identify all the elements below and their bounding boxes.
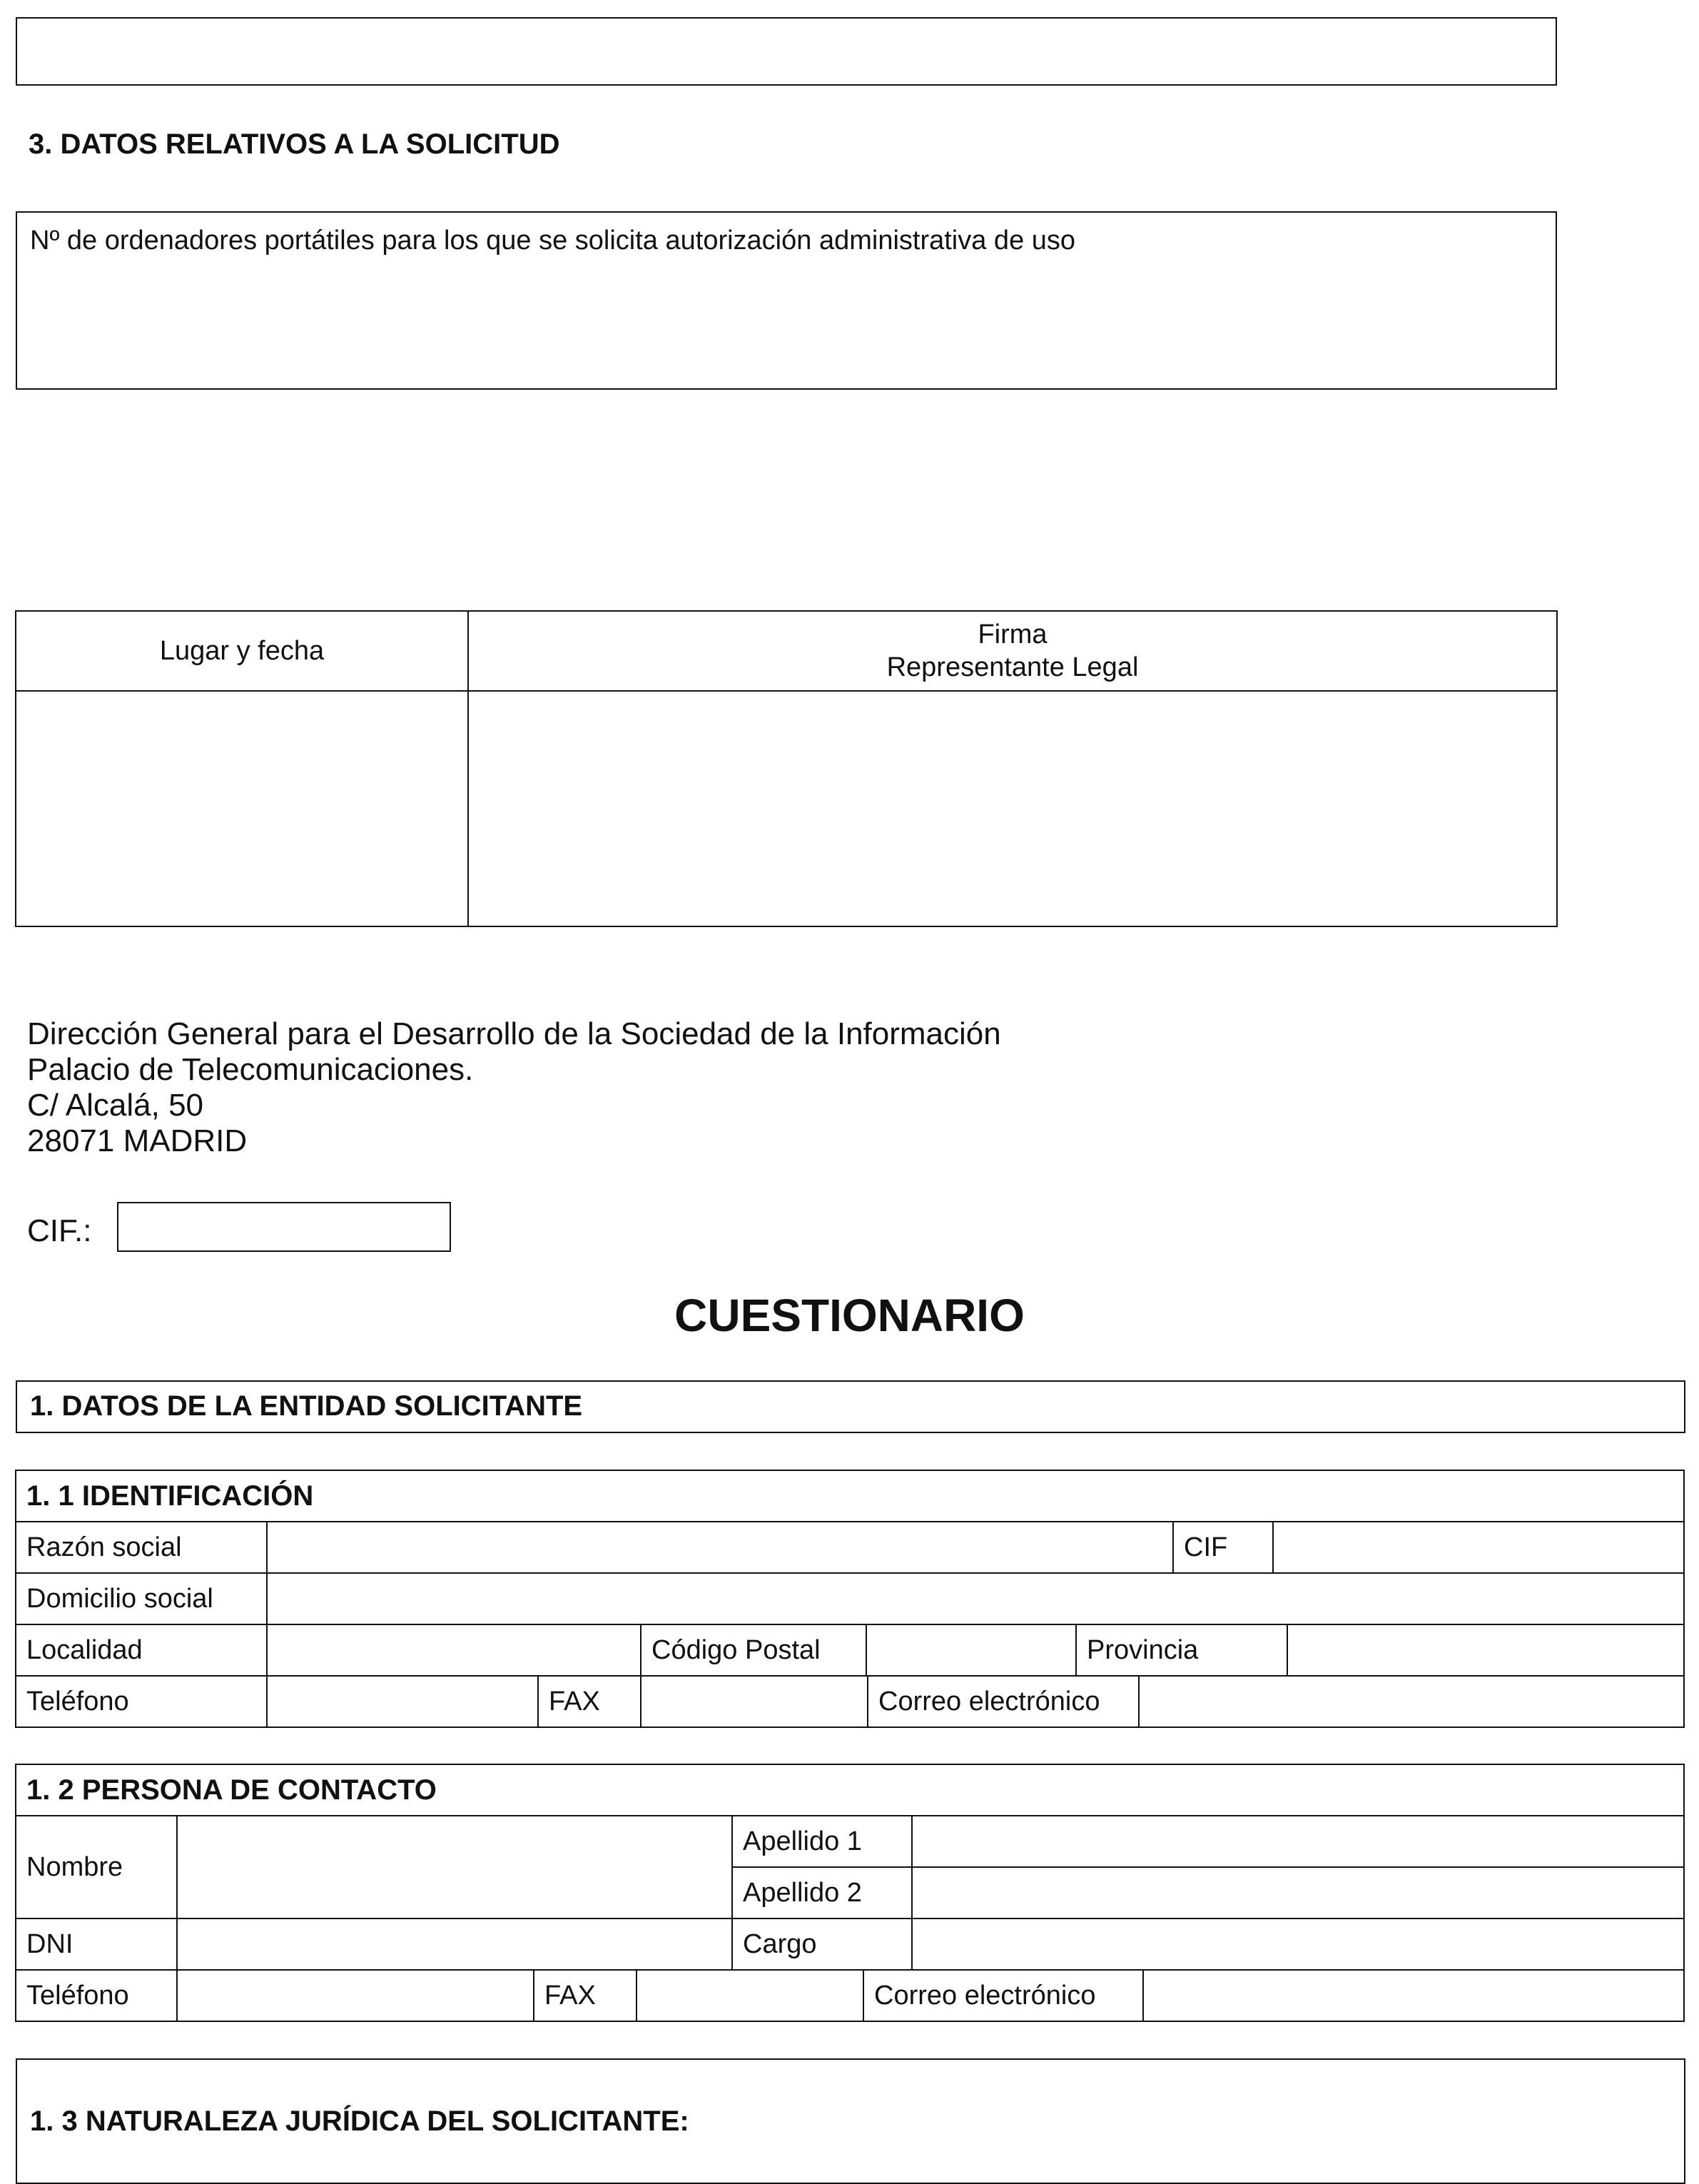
provincia-label: Provincia [1075, 1624, 1288, 1677]
signature-label-firma: Firma [978, 620, 1048, 649]
contact-fax-field[interactable] [636, 1969, 864, 2022]
cif-label: CIF.: [27, 1213, 92, 1248]
apellido2-field[interactable] [911, 1866, 1685, 1919]
identification-title: 1. 1 IDENTIFICACIÓN [15, 1470, 1685, 1522]
nombre-field[interactable] [176, 1815, 733, 1919]
telefono-field[interactable] [266, 1675, 539, 1728]
domicilio-field[interactable] [266, 1572, 1685, 1625]
request-box[interactable] [16, 211, 1557, 390]
contact-correo-field[interactable] [1142, 1969, 1685, 2022]
cargo-field[interactable] [911, 1918, 1685, 1971]
fax-field[interactable] [640, 1675, 868, 1728]
section1-box [16, 1380, 1685, 1433]
section3-title: 3. DATOS RELATIVOS A LA SOLICITUD [29, 128, 560, 160]
apellido2-label: Apellido 2 [731, 1866, 913, 1919]
request-label: Nº de ordenadores portátiles para los que se solicita autorización administrativa de uso [30, 226, 1076, 256]
signature-table [16, 611, 1557, 928]
address-line3: C/ Alcalá, 50 [27, 1088, 204, 1123]
cif-id-label: CIF [1172, 1521, 1274, 1574]
correo-label: Correo electrónico [867, 1675, 1140, 1728]
localidad-field[interactable] [266, 1624, 641, 1677]
apellido1-label: Apellido 1 [731, 1815, 913, 1868]
place-date-field[interactable] [15, 690, 469, 927]
domicilio-label: Domicilio social [15, 1572, 268, 1625]
address-line4: 28071 MADRID [27, 1123, 248, 1158]
cif-input[interactable] [117, 1202, 451, 1252]
correo-field[interactable] [1138, 1675, 1685, 1728]
signature-field[interactable] [467, 690, 1558, 927]
questionnaire-title: CUESTIONARIO [674, 1290, 1025, 1341]
legal-nature-box[interactable] [16, 2058, 1685, 2184]
provincia-field[interactable] [1287, 1624, 1685, 1677]
dni-label: DNI [15, 1918, 178, 1971]
section1-title: 1. DATOS DE LA ENTIDAD SOLICITANTE [30, 1390, 583, 1422]
localidad-label: Localidad [15, 1624, 268, 1677]
cargo-label: Cargo [731, 1918, 913, 1971]
telefono-label: Teléfono [15, 1675, 268, 1728]
signature-header [467, 610, 1558, 692]
razon-social-label: Razón social [15, 1521, 268, 1574]
identification-table [16, 1470, 1685, 1727]
cif-id-field[interactable] [1272, 1521, 1685, 1574]
place-date-label: Lugar y fecha [159, 635, 325, 666]
dni-field[interactable] [176, 1918, 733, 1971]
codigo-postal-field[interactable] [866, 1624, 1077, 1677]
contact-fax-label: FAX [533, 1969, 637, 2022]
contact-correo-label: Correo electrónico [863, 1969, 1144, 2022]
contact-telefono-field[interactable] [176, 1969, 534, 2022]
nombre-label: Nombre [15, 1815, 178, 1919]
signature-label-representante: Representante Legal [886, 652, 1139, 682]
apellido1-field[interactable] [911, 1815, 1685, 1868]
razon-social-field[interactable] [266, 1521, 1174, 1574]
contact-title: 1. 2 PERSONA DE CONTACTO [15, 1764, 1685, 1816]
legal-nature-title: 1. 3 NATURALEZA JURÍDICA DEL SOLICITANTE: [30, 2105, 689, 2137]
top-empty-field[interactable] [16, 17, 1557, 86]
address-line1: Dirección General para el Desarrollo de la Sociedad de la Información [27, 1016, 1001, 1051]
place-date-header [15, 610, 469, 692]
codigo-postal-label: Código Postal [640, 1624, 867, 1677]
contact-telefono-label: Teléfono [15, 1969, 178, 2022]
contact-table [16, 1764, 1685, 2021]
address-line2: Palacio de Telecomunicaciones. [27, 1052, 474, 1087]
address-block [27, 1016, 1001, 1159]
fax-label: FAX [537, 1675, 641, 1728]
